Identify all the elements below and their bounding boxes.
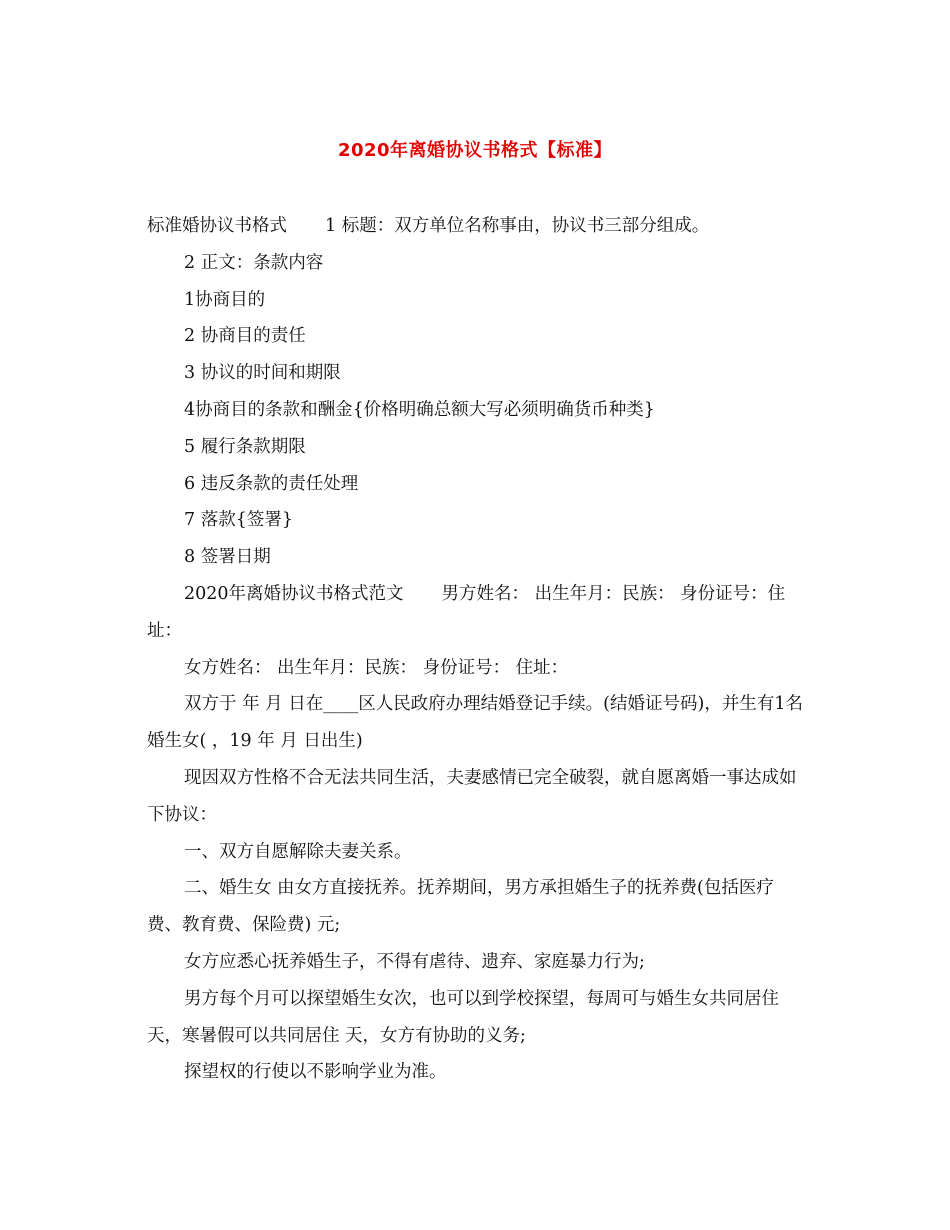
paragraph: 6 违反条款的责任处理 — [184, 473, 359, 494]
paragraph: 二、婚生女 由女方直接抚养。抚养期间，男方承担婚生子的抚养费(包括医疗费、教育费、保险费) 元; — [147, 878, 774, 936]
document-title: 2020年离婚协议书格式【标准】 — [337, 140, 613, 161]
paragraph: 3 协议的时间和期限 — [184, 363, 341, 384]
paragraph: 一、双方自愿解除夫妻关系。 — [184, 841, 412, 862]
paragraph: 7 落款{签署} — [184, 510, 293, 531]
paragraph: 5 履行条款期限 — [184, 436, 306, 457]
paragraph-text: 1 标题：双方单位名称事由，协议书三部分组成。 — [325, 216, 710, 236]
paragraph-text: 2020年离婚协议书格式范文 — [184, 583, 404, 604]
paragraph-text: 标准婚协议书格式 — [147, 216, 287, 236]
paragraph-text: 男方姓名： 出生年月：民族： 身份证号：住址： — [147, 583, 786, 641]
document-body — [147, 208, 805, 1091]
paragraph — [147, 208, 805, 245]
paragraph: 4协商目的条款和酬金{价格明确总额大写必须明确货币种类} — [184, 399, 655, 420]
paragraph: 2 正文：条款内容 — [184, 252, 324, 273]
paragraph: 2 协商目的责任 — [184, 326, 306, 347]
paragraph: 1协商目的 — [184, 289, 266, 310]
paragraph — [147, 576, 805, 650]
paragraph: 女方应悉心抚养婚生子，不得有虐待、遗弃、家庭暴力行为; — [184, 951, 645, 972]
paragraph: 现因双方性格不合无法共同生活，夫妻感情已完全破裂，就自愿离婚一事达成如下协议： — [147, 767, 797, 825]
paragraph: 8 签署日期 — [184, 547, 271, 568]
paragraph: 女方姓名： 出生年月：民族： 身份证号： 住址： — [184, 657, 569, 678]
paragraph: 探望权的行使以不影响学业为准。 — [184, 1062, 447, 1083]
paragraph: 男方每个月可以探望婚生女次，也可以到学校探望，每周可与婚生女共同居住 天，寒暑假可以共同居住 天，女方有协助的义务; — [147, 988, 779, 1046]
paragraph: 双方于 年 月 日在____区人民政府办理结婚登记手续。(结婚证号码)，并生有1名婚生女( ，19 年 月 日出生) — [147, 694, 803, 752]
